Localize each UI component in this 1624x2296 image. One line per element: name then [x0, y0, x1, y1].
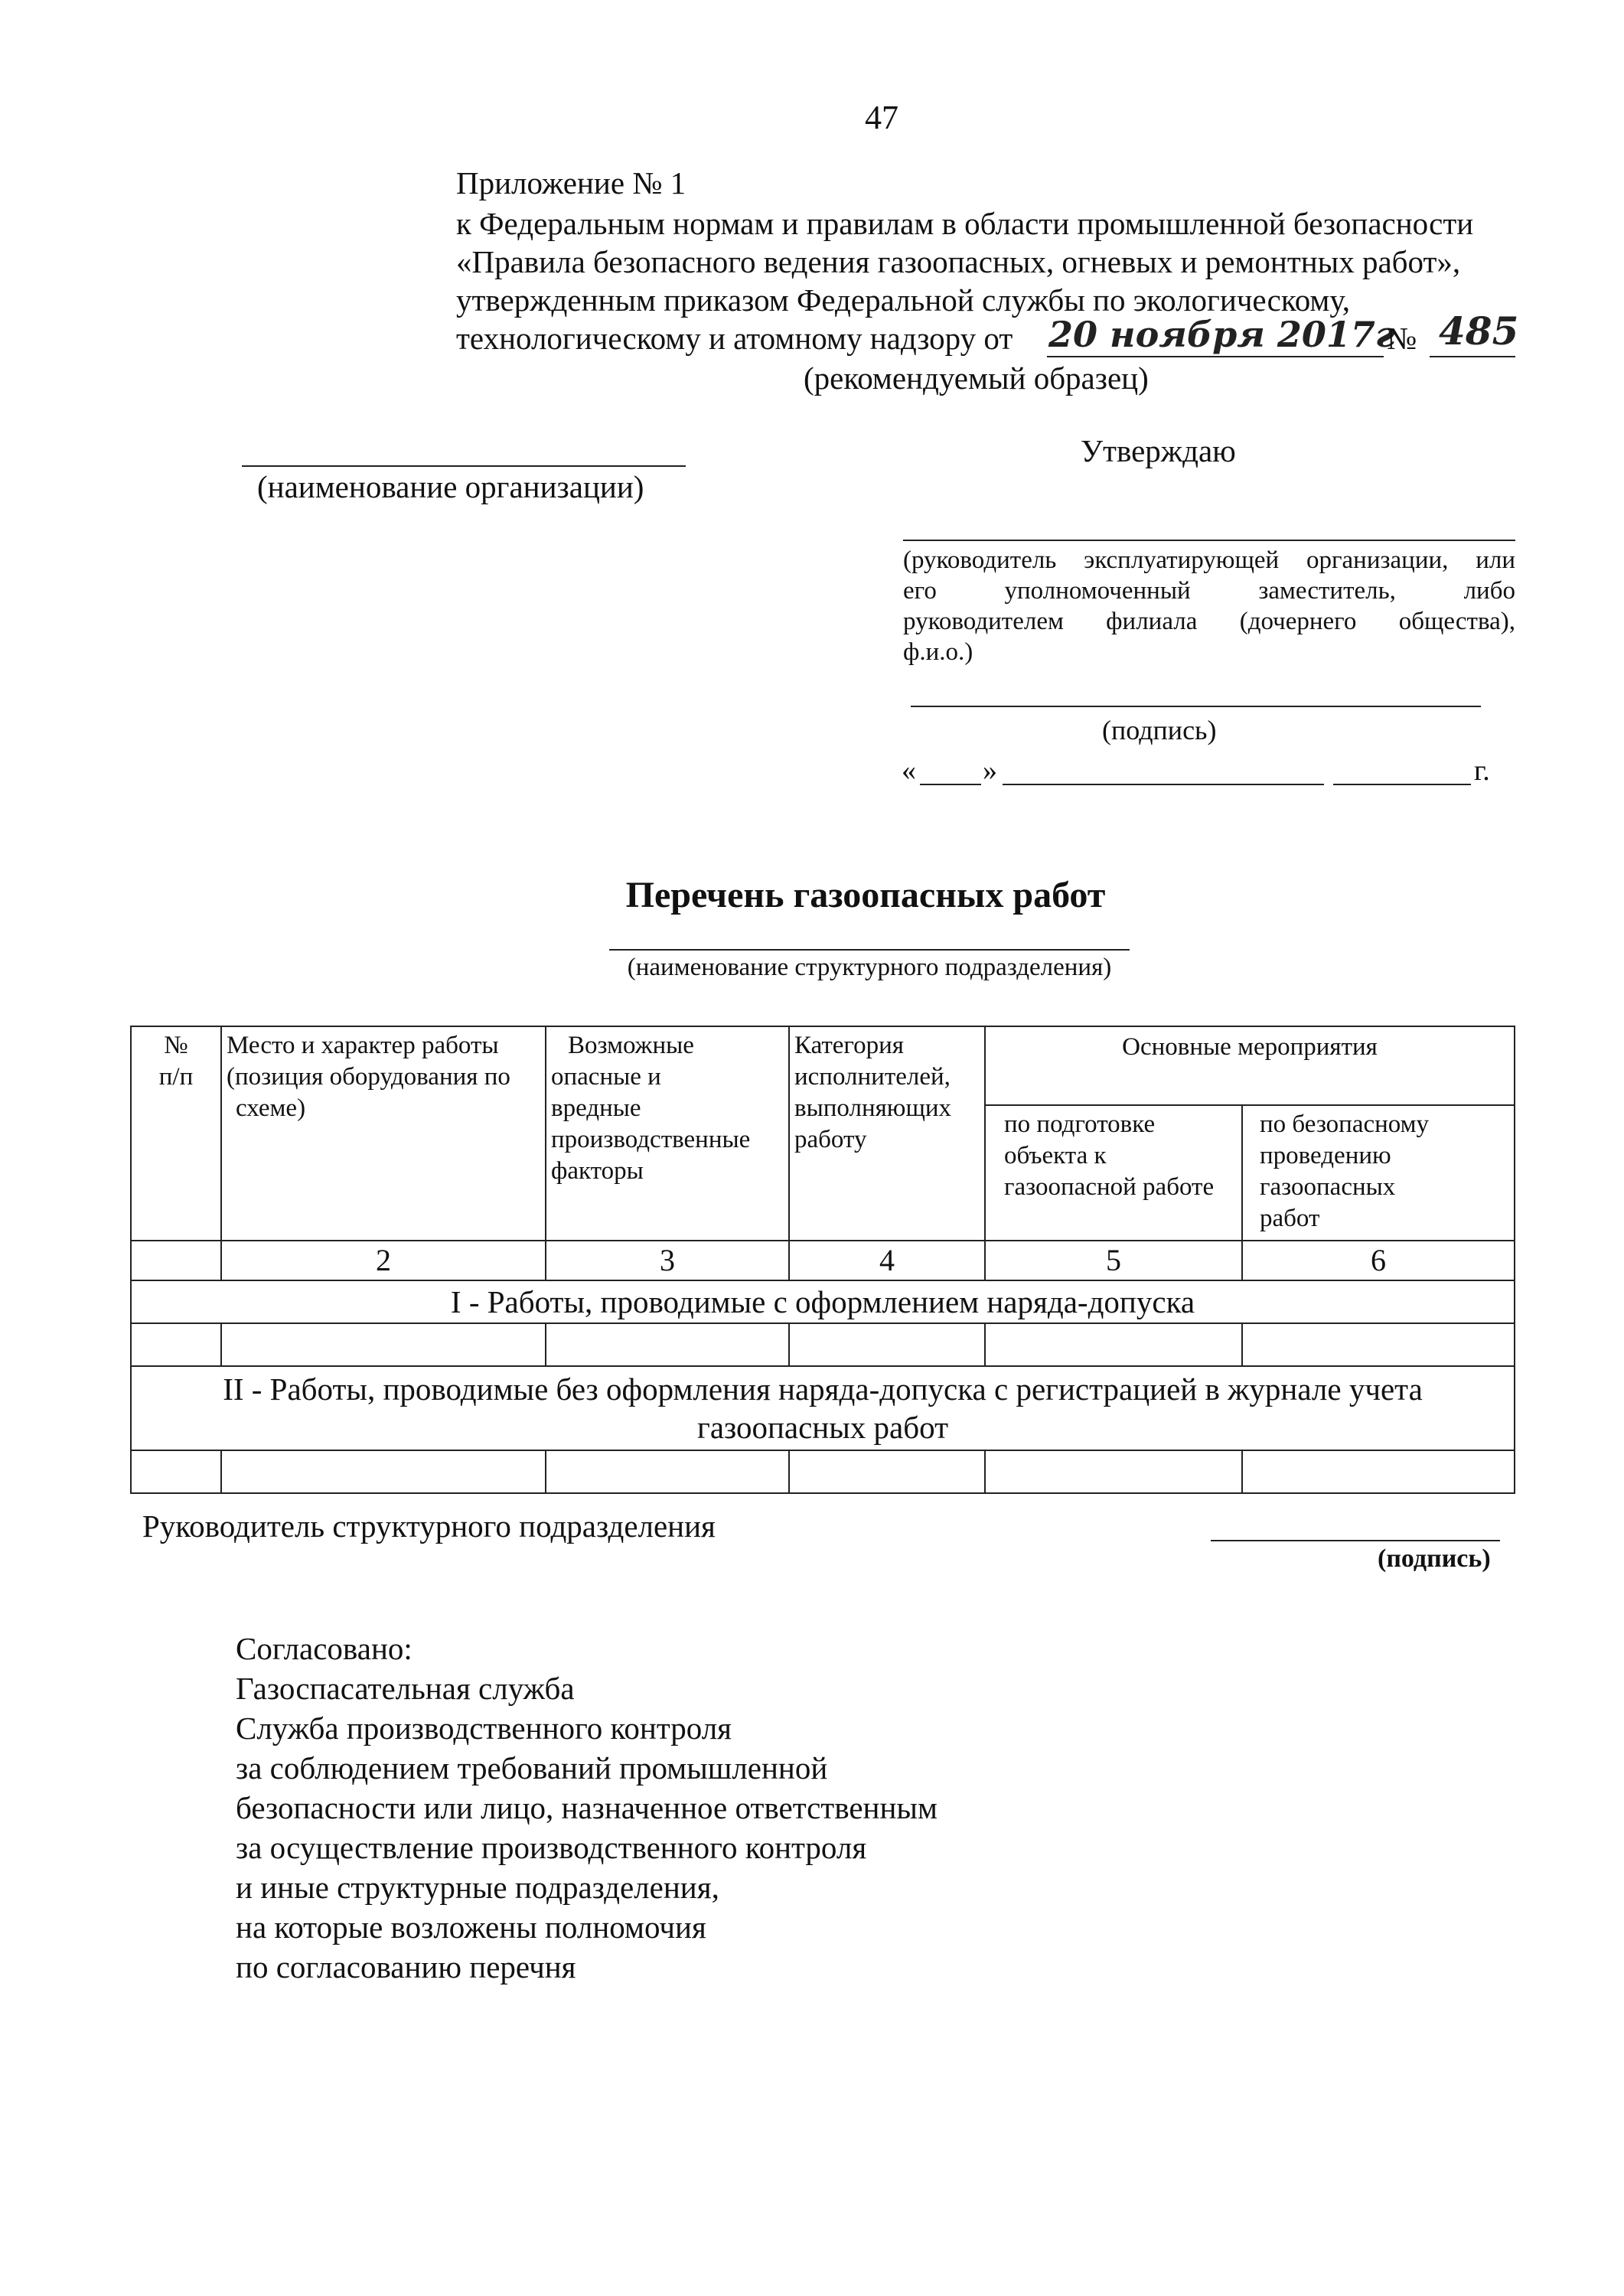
- col-number-6: 6: [1242, 1241, 1515, 1280]
- appendix-title: Приложение № 1: [456, 165, 686, 201]
- date-year-line: [1333, 784, 1471, 785]
- date-quote-open: «: [902, 755, 916, 787]
- table-row: [131, 1323, 1515, 1366]
- handwritten-order-number: 485: [1439, 308, 1519, 354]
- col-number-cell: [131, 1241, 221, 1280]
- agreed-line-8: по согласованию перечня: [236, 1949, 576, 1985]
- appendix-line-3: утвержденным приказом Федеральной службы по экологическому,: [456, 282, 1350, 318]
- col-number-3: 3: [546, 1241, 789, 1280]
- approve-title: Утверждаю: [1081, 433, 1236, 468]
- date-year-suffix: г.: [1474, 755, 1490, 787]
- date-quote-close: »: [983, 755, 997, 787]
- agreed-line-5: за осуществление производственного контроля: [236, 1830, 867, 1865]
- sample-note: (рекомендуемый образец): [804, 360, 1149, 396]
- header-preparation: по подготовке объекта к газоопасной работе: [985, 1105, 1242, 1241]
- section-2-heading: II - Работы, проводимые без оформления наряда-допуска с регистрацией в журнале учета газоопасных работ: [131, 1366, 1515, 1450]
- agreed-line-3: за соблюдением требований промышленной: [236, 1750, 828, 1786]
- head-signature-line: [1211, 1540, 1500, 1541]
- handwritten-order-date: 20 ноября 2017г: [1048, 314, 1395, 355]
- approver-caption-2: его уполномоченный заместитель, либо: [903, 577, 1515, 605]
- approver-signature-line: [911, 706, 1481, 707]
- order-date-line: [1047, 356, 1384, 357]
- header-safe-execution: по безопасному проведению газоопасных работ: [1242, 1105, 1515, 1241]
- order-number-line: [1430, 356, 1515, 357]
- document-title: Перечень газоопасных работ: [625, 875, 1106, 915]
- head-of-subdivision: Руководитель структурного подразделения: [142, 1508, 716, 1544]
- header-main-measures: Основные мероприятия: [985, 1026, 1515, 1105]
- agreed-line-4: безопасности или лицо, назначенное ответственным: [236, 1790, 938, 1825]
- agreed-line-1: Газоспасательная служба: [236, 1671, 575, 1706]
- col-number-2: 2: [221, 1241, 546, 1280]
- header-place: Место и характер работы (позиция оборудования по схеме): [221, 1026, 546, 1241]
- date-month-line: [1003, 784, 1324, 785]
- header-category: Категория исполнителей, выполняющих работу: [789, 1026, 985, 1241]
- agreed-block: [236, 1629, 938, 1987]
- hazardous-works-table: [130, 1026, 1515, 1494]
- table-row: [131, 1450, 1515, 1493]
- appendix-line-4: технологическому и атомному надзору от: [456, 321, 1013, 356]
- agreed-title: Согласовано:: [236, 1631, 413, 1666]
- approver-line: [903, 540, 1515, 541]
- page-number: 47: [865, 99, 898, 136]
- subdivision-line: [609, 949, 1130, 951]
- col-number-5: 5: [985, 1241, 1242, 1280]
- organization-caption: (наименование организации): [257, 469, 644, 504]
- header-number: № п/п: [131, 1026, 221, 1241]
- col-number-4: 4: [789, 1241, 985, 1280]
- approver-caption-4: ф.и.о.): [903, 638, 973, 666]
- section-1-heading: I - Работы, проводимые с оформлением наряда-допуска: [131, 1280, 1515, 1323]
- approver-caption-1: (руководитель эксплуатирующей организации, или: [903, 546, 1515, 574]
- subdivision-caption: (наименование структурного подразделения): [627, 954, 1112, 981]
- agreed-line-6: и иные структурные подразделения,: [236, 1870, 719, 1905]
- agreed-line-7: на которые возложены полномочия: [236, 1910, 706, 1945]
- agreed-line-2: Служба производственного контроля: [236, 1711, 732, 1746]
- organization-line: [242, 465, 686, 467]
- head-signature-caption: (подпись): [1378, 1544, 1491, 1573]
- order-number-label: №: [1387, 321, 1417, 356]
- approver-caption-3: руководителем филиала (дочернего общества),: [903, 608, 1515, 635]
- date-day-line: [920, 784, 981, 785]
- appendix-line-2: «Правила безопасного ведения газоопасных, огневых и ремонтных работ»,: [456, 244, 1461, 279]
- appendix-line-1: к Федеральным нормам и правилам в области промышленной безопасности: [456, 206, 1474, 241]
- header-hazards: Возможные опасные и вредные производственные факторы: [546, 1026, 789, 1241]
- approver-signature-caption: (подпись): [1102, 715, 1217, 745]
